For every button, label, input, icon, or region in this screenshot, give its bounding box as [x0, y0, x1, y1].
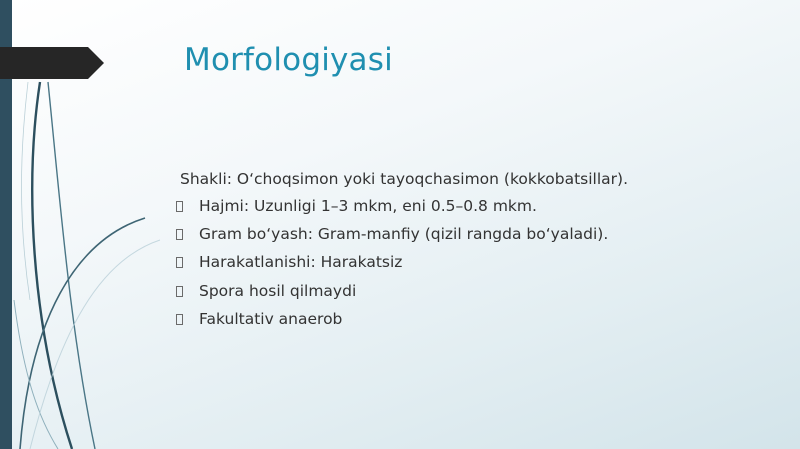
bullet-text: Hajmi: Uzunligi 1–3 mkm, eni 0.5–0.8 mkm. — [199, 197, 537, 215]
lead-text-shape: Shakli: O‘choqsimon yoki tayoqchasimon (kokkobatsillar). — [180, 170, 628, 188]
square-bullet-icon — [176, 314, 183, 325]
list-item — [176, 282, 776, 301]
slide-content — [176, 170, 776, 338]
bullet-text: Spora hosil qilmaydi — [199, 281, 357, 300]
bullet-text: Harakatlanishi: Harakatsiz — [199, 253, 403, 272]
bullet-list — [176, 197, 776, 329]
title-tab-shape — [0, 47, 104, 79]
list-item — [176, 197, 776, 216]
bullet-text: Fakultativ anaerob — [199, 309, 343, 328]
slide-title: Morfologiyasi — [184, 42, 393, 78]
square-bullet-icon — [176, 286, 183, 297]
square-bullet-icon — [176, 201, 183, 212]
square-bullet-icon — [176, 229, 183, 240]
square-bullet-icon — [176, 257, 183, 268]
bullet-text: Gram bo‘yash: Gram-manfiy (qizil rangda bo‘yaladi). — [199, 225, 609, 244]
list-item — [176, 225, 776, 244]
list-item — [176, 253, 776, 272]
list-item — [176, 310, 776, 329]
